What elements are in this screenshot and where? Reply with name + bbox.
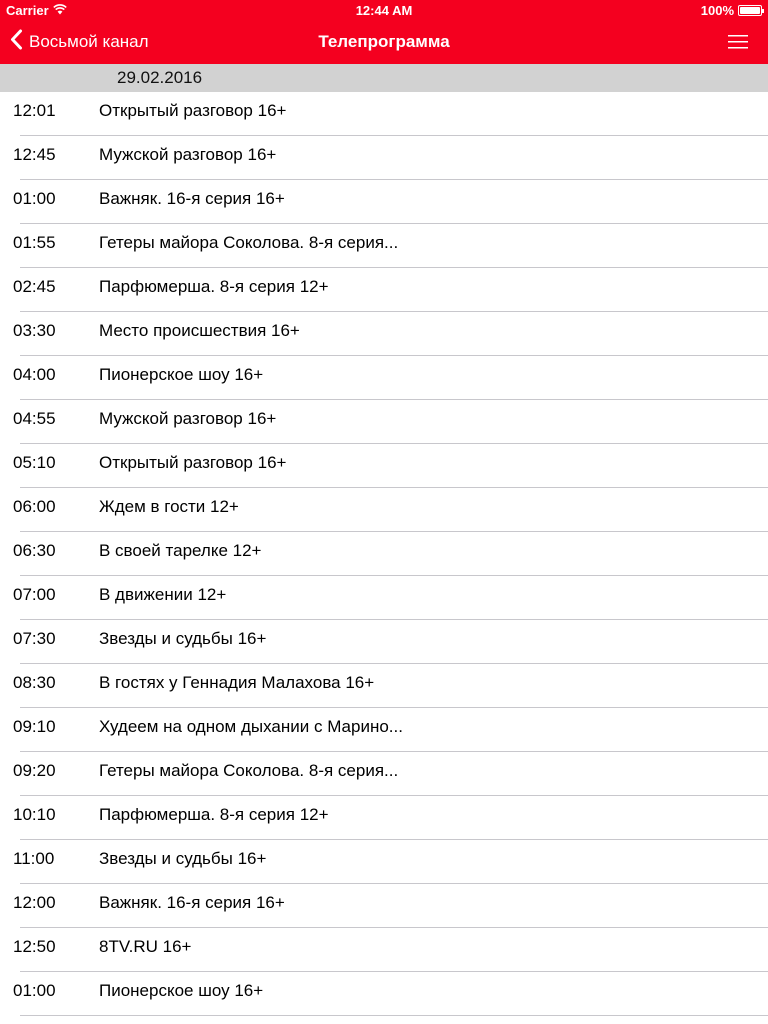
menu-button[interactable] <box>728 33 748 51</box>
schedule-row[interactable] <box>0 400 768 444</box>
schedule-row[interactable] <box>0 752 768 796</box>
schedule-title: Гетеры майора Соколова. 8-я серия... <box>99 761 399 780</box>
schedule-time: 09:20 <box>13 761 56 780</box>
schedule-title: Пионерское шоу 16+ <box>99 981 264 1000</box>
status-bar <box>0 0 768 20</box>
schedule-row[interactable] <box>0 312 768 356</box>
schedule-time: 08:30 <box>13 673 56 692</box>
schedule-time: 12:45 <box>13 145 56 164</box>
schedule-row[interactable] <box>0 268 768 312</box>
schedule-row[interactable] <box>0 928 768 972</box>
schedule-time: 05:10 <box>13 453 56 472</box>
schedule-row[interactable] <box>0 664 768 708</box>
schedule-title: Пионерское шоу 16+ <box>99 365 264 384</box>
schedule-title: Открытый разговор 16+ <box>99 101 287 120</box>
back-button-label: Восьмой канал <box>29 32 149 51</box>
schedule-time: 12:50 <box>13 937 56 956</box>
schedule-row[interactable] <box>0 92 768 136</box>
schedule-time: 02:45 <box>13 277 56 296</box>
status-battery <box>701 3 762 18</box>
schedule-title: В своей тарелке 12+ <box>99 541 262 560</box>
schedule-title: Звезды и судьбы 16+ <box>99 849 267 868</box>
hamburger-menu-icon <box>728 33 748 51</box>
schedule-time: 06:00 <box>13 497 56 516</box>
chevron-left-icon <box>10 29 23 55</box>
schedule-time: 07:00 <box>13 585 56 604</box>
date-section-header <box>0 64 768 92</box>
schedule-title: Открытый разговор 16+ <box>99 453 287 472</box>
schedule-time: 04:00 <box>13 365 56 384</box>
schedule-row[interactable] <box>0 796 768 840</box>
schedule-title: Парфюмерша. 8-я серия 12+ <box>99 805 329 824</box>
schedule-time: 12:00 <box>13 893 56 912</box>
schedule-time: 07:30 <box>13 629 56 648</box>
schedule-row[interactable] <box>0 884 768 928</box>
schedule-time: 01:00 <box>13 981 56 1000</box>
schedule-title: Важняк. 16-я серия 16+ <box>99 189 285 208</box>
nav-bar <box>0 20 768 64</box>
schedule-time: 04:55 <box>13 409 56 428</box>
schedule-row[interactable] <box>0 840 768 884</box>
schedule-time: 09:10 <box>13 717 56 736</box>
schedule-time: 11:00 <box>13 849 55 868</box>
schedule-title: В движении 12+ <box>99 585 227 604</box>
date-label: 29.02.2016 <box>117 68 203 87</box>
schedule-time: 12:01 <box>13 101 56 120</box>
schedule-title: Важняк. 16-я серия 16+ <box>99 893 285 912</box>
page-title: Телепрограмма <box>318 32 450 51</box>
schedule-title: Мужской разговор 16+ <box>99 409 277 428</box>
battery-percent: 100% <box>700 3 734 18</box>
schedule-title: Ждем в гости 12+ <box>99 497 239 516</box>
schedule-time: 10:10 <box>13 805 56 824</box>
carrier-label: Carrier <box>6 3 49 18</box>
schedule-title: Гетеры майора Соколова. 8-я серия... <box>99 233 399 252</box>
schedule-title: 8TV.RU 16+ <box>99 937 192 956</box>
schedule-row[interactable] <box>0 972 768 1016</box>
schedule-row[interactable] <box>0 576 768 620</box>
schedule-title: Парфюмерша. 8-я серия 12+ <box>99 277 329 296</box>
schedule-row[interactable] <box>0 488 768 532</box>
schedule-time: 01:00 <box>13 189 56 208</box>
schedule-title: Мужской разговор 16+ <box>99 145 277 164</box>
schedule-title: В гостях у Геннадия Малахова 16+ <box>99 673 375 692</box>
schedule-row[interactable] <box>0 532 768 576</box>
schedule-time: 03:30 <box>13 321 56 340</box>
schedule-time: 01:55 <box>13 233 56 252</box>
battery-icon <box>738 5 762 16</box>
schedule-title: Место происшествия 16+ <box>99 321 300 340</box>
schedule-row[interactable] <box>0 224 768 268</box>
header <box>0 0 768 64</box>
schedule-row[interactable] <box>0 136 768 180</box>
schedule-row[interactable] <box>0 620 768 664</box>
back-button[interactable] <box>10 20 149 64</box>
schedule-row[interactable] <box>0 180 768 224</box>
schedule-title: Худеем на одном дыхании с Марино... <box>99 717 403 736</box>
status-time: 12:44 AM <box>355 3 413 18</box>
schedule-row[interactable] <box>0 444 768 488</box>
schedule-row[interactable] <box>0 708 768 752</box>
schedule-title: Звезды и судьбы 16+ <box>99 629 267 648</box>
schedule-time: 06:30 <box>13 541 56 560</box>
schedule-list <box>0 92 768 1016</box>
schedule-row[interactable] <box>0 356 768 400</box>
